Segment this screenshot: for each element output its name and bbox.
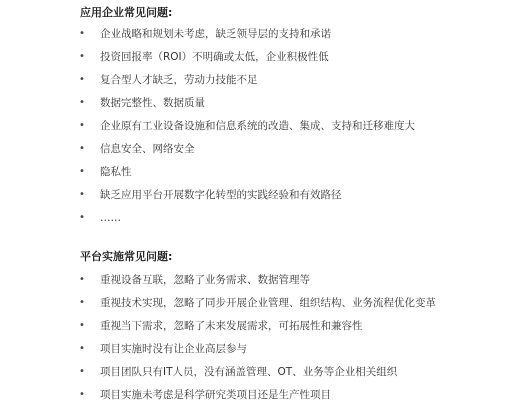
list-item-text: 项目团队只有IT人员，没有涵盖管理、OT、业务等企业相关组织 xyxy=(100,366,398,378)
bullet-icon: • xyxy=(79,343,85,354)
list-item-text: 重视设备互联，忽略了业务需求、数据管理等 xyxy=(100,274,310,286)
list-item-text: 项目实施时没有让企业高层参与 xyxy=(100,343,247,355)
list-item xyxy=(0,211,505,234)
bullet-icon: • xyxy=(79,189,85,200)
bullet-icon: • xyxy=(79,212,85,223)
list-item-text: 重视当下需求，忽略了未来发展需求，可拓展性和兼容性 xyxy=(100,320,363,332)
section-title-enterprise-issues: 应用企业常见问题: xyxy=(80,6,173,19)
bullet-icon: • xyxy=(79,389,85,400)
enterprise-issues-list xyxy=(0,27,505,234)
platform-issues-list xyxy=(0,273,505,411)
bullet-icon: • xyxy=(79,120,85,131)
list-item xyxy=(0,96,505,119)
list-item xyxy=(0,27,505,50)
list-item xyxy=(0,142,505,165)
list-item-text: 隐私性 xyxy=(100,166,132,178)
list-item-text: 投资回报率（ROI）不明确或太低，企业积极性低 xyxy=(100,51,329,63)
list-item xyxy=(0,165,505,188)
bullet-icon: • xyxy=(79,274,85,285)
list-item xyxy=(0,50,505,73)
bullet-icon: • xyxy=(79,366,85,377)
section-title-platform-issues: 平台实施常见问题: xyxy=(80,250,173,263)
list-item xyxy=(0,342,505,365)
list-item-text: 数据完整性、数据质量 xyxy=(100,97,205,109)
bullet-icon: • xyxy=(79,28,85,39)
list-item-text: 企业战略和规划未考虑，缺乏领导层的支持和承诺 xyxy=(100,28,331,40)
bullet-icon: • xyxy=(79,74,85,85)
list-item xyxy=(0,296,505,319)
list-item-text: 信息安全、网络安全 xyxy=(100,143,195,155)
bullet-icon: • xyxy=(79,143,85,154)
list-item-text: 缺乏应用平台开展数字化转型的实践经验和有效路径 xyxy=(100,189,342,201)
bullet-icon: • xyxy=(79,166,85,177)
list-item-text: 企业原有工业设备设施和信息系统的改造、集成、支持和迁移难度大 xyxy=(100,120,415,132)
list-item xyxy=(0,319,505,342)
list-item-text: 项目实施未考虑是科学研究类项目还是生产性项目 xyxy=(100,389,331,401)
list-item xyxy=(0,388,505,411)
bullet-icon: • xyxy=(79,51,85,62)
bullet-icon: • xyxy=(79,297,85,308)
list-item-text: 重视技术实现，忽略了同步开展企业管理、组织结构、业务流程优化变革 xyxy=(100,297,436,309)
list-item-text: …… xyxy=(100,212,121,224)
list-item xyxy=(0,365,505,388)
list-item xyxy=(0,273,505,296)
list-item xyxy=(0,119,505,142)
list-item xyxy=(0,73,505,96)
bullet-icon: • xyxy=(79,320,85,331)
bullet-icon: • xyxy=(79,97,85,108)
list-item xyxy=(0,188,505,211)
list-item-text: 复合型人才缺乏，劳动力技能不足 xyxy=(100,74,258,86)
